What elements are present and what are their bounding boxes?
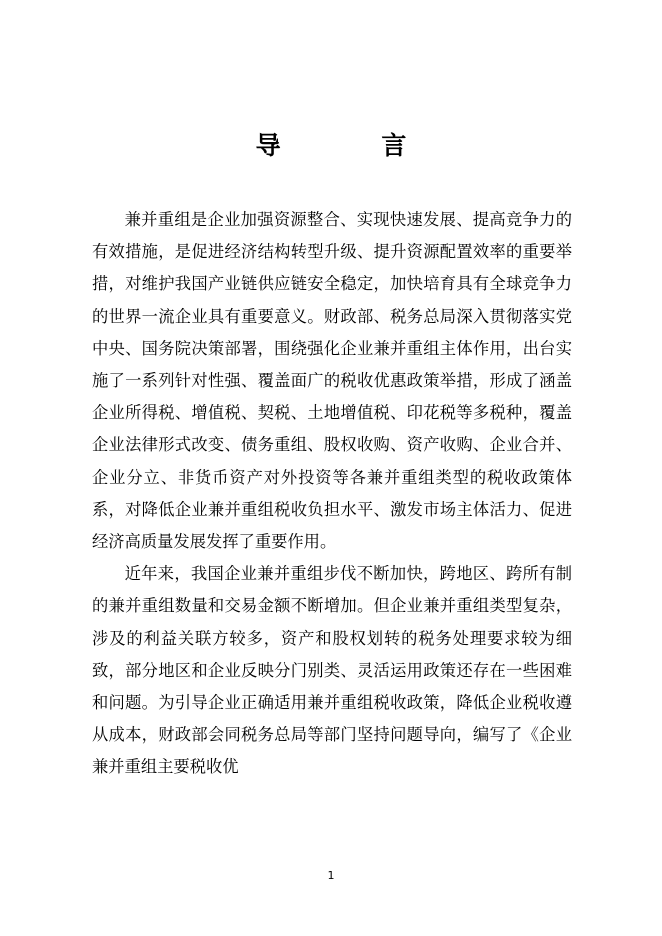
page-title: 导 言 — [255, 131, 453, 160]
page-number: 1 — [327, 869, 335, 882]
body-text — [92, 204, 572, 784]
paragraph-1: 兼并重组是企业加强资源整合、实现快速发展、提高竞争力的有效措施，是促进经济结构转型升级、提升资源配置效率的重要举措，对维护我国产业链供应链安全稳定，加快培育具有全球竞争力的世界一流企业具有重要意义。财政部、税务总局深入贯彻落实党中央、国务院决策部署，围绕强化企业兼并重组主体作用，出台实施了一系列针对性强、覆盖面广的税收优惠政策举措，形成了涵盖企业所得税、增值税、契税、土地增值税、印花税等多税种，覆盖企业法律形式改变、债务重组、股权收购、资产收购、企业合并、企业分立、非货币资产对外投资等各兼并重组类型的税收政策体系，对降低企业兼并重组税收负担水平、激发市场主体活力、促进经济高质量发展发挥了重要作用。 — [92, 210, 572, 552]
paragraph-2: 近年来，我国企业兼并重组步伐不断加快，跨地区、跨所有制的兼并重组数量和交易金额不断增加。但企业兼并重组类型复杂，涉及的利益关联方较多，资产和股权划转的税务处理要求较为细致，部分地区和企业反映分门别类、灵活运用政策还存在一些困难和问题。为引导企业正确适用兼并重组税收政策，降低企业税收遵从成本，财政部会同税务总局等部门坚持问题导向，编写了《企业兼并重组主要税收优 — [92, 564, 572, 777]
